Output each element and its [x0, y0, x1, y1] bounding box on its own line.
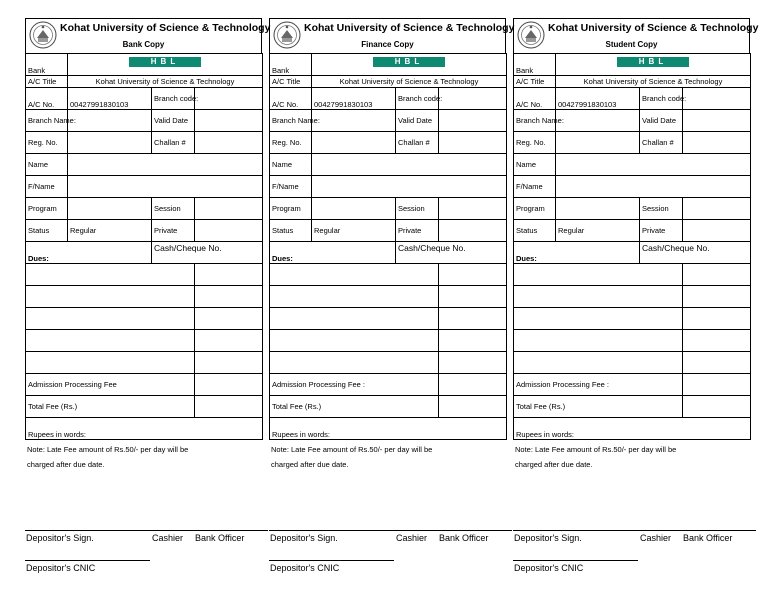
signature-line [513, 530, 756, 531]
ac-no-value: 00427991830103 [312, 88, 396, 110]
session-label: Session [640, 198, 683, 220]
reg-no-row [514, 132, 751, 154]
program-row [514, 198, 751, 220]
dues-item-field[interactable] [514, 286, 683, 308]
dues-row [270, 242, 507, 264]
branch-name-field[interactable] [312, 110, 396, 132]
session-label: Session [152, 198, 195, 220]
note-line-1: Note: Late Fee amount of Rs.50/- per day will be [271, 445, 433, 454]
dues-amount-field[interactable] [683, 330, 751, 352]
depositor-cnic-label: Depositor's CNIC [514, 563, 584, 573]
total-fee-label: Total Fee (Rs.) [514, 396, 683, 418]
dues-item-row [26, 308, 263, 330]
ac-no-row [26, 88, 263, 110]
challan-field[interactable] [683, 132, 751, 154]
finance-copy [269, 18, 515, 590]
ac-title-row [26, 76, 263, 88]
dues-item-row [270, 352, 507, 374]
cnic-line [513, 560, 638, 561]
university-name: Kohat University of Science & Technology [548, 22, 759, 34]
depositor-cnic-label: Depositor's CNIC [26, 563, 96, 573]
ac-no-row [514, 88, 751, 110]
note-line-1: Note: Late Fee amount of Rs.50/- per day will be [515, 445, 677, 454]
cashier-label: Cashier [640, 533, 672, 543]
branch-name-field[interactable] [68, 110, 152, 132]
reg-no-label: Reg. No. [270, 132, 312, 154]
admission-fee-row [270, 374, 507, 396]
bank-label: Bank [270, 54, 312, 76]
reg-no-field[interactable] [556, 132, 640, 154]
program-row [270, 198, 507, 220]
copy-title: Bank Copy [122, 40, 165, 49]
name-row [514, 154, 751, 176]
name-label: Name [270, 154, 312, 176]
fname-label: F/Name [270, 176, 312, 198]
dues-item-field[interactable] [270, 308, 439, 330]
branch-code-field[interactable] [683, 88, 751, 110]
dues-item-row [26, 330, 263, 352]
ac-title-label: A/C Title [26, 76, 68, 88]
reg-no-row [270, 132, 507, 154]
program-label: Program [26, 198, 68, 220]
branch-name-field[interactable] [556, 110, 640, 132]
cashier-label: Cashier [396, 533, 428, 543]
valid-date-label: Valid Date [640, 110, 683, 132]
status-label: Status [26, 220, 68, 242]
copy-header [25, 18, 271, 53]
dues-item-row [514, 264, 751, 286]
signature-line [269, 530, 512, 531]
branch-name-label: Branch Name: [26, 110, 68, 132]
bank-label: Bank [514, 54, 556, 76]
status-label: Status [270, 220, 312, 242]
branch-name-label: Branch Name: [270, 110, 312, 132]
session-field[interactable] [439, 198, 507, 220]
bank-row [26, 54, 263, 76]
challan-label: Challan # [640, 132, 683, 154]
total-fee-amount[interactable] [439, 396, 507, 418]
hbl-logo: HBL [373, 57, 445, 67]
session-field[interactable] [195, 198, 263, 220]
branch-code-label: Branch code: [396, 88, 439, 110]
bank-officer-label: Bank Officer [683, 533, 733, 543]
fname-row [26, 176, 263, 198]
total-fee-row [26, 396, 263, 418]
admission-fee-amount[interactable] [195, 374, 263, 396]
fname-label: F/Name [514, 176, 556, 198]
fname-row [270, 176, 507, 198]
program-label: Program [270, 198, 312, 220]
ac-no-value: 00427991830103 [556, 88, 640, 110]
cash-cheque-label: Cash/Cheque No. [640, 242, 751, 264]
ac-title-value: Kohat University of Science & Technology [556, 76, 751, 88]
ac-title-value: Kohat University of Science & Technology [68, 76, 263, 88]
university-name: Kohat University of Science & Technology [304, 22, 515, 34]
branch-name-row [270, 110, 507, 132]
name-label: Name [514, 154, 556, 176]
name-field[interactable] [68, 154, 263, 176]
rupees-words-label: Rupees in words: [26, 418, 263, 440]
branch-name-row [514, 110, 751, 132]
dues-item-row [514, 352, 751, 374]
copy-title: Student Copy [605, 40, 658, 49]
fname-row [514, 176, 751, 198]
late-fee-note [269, 442, 506, 472]
branch-code-field[interactable] [195, 88, 263, 110]
valid-date-field[interactable] [439, 110, 507, 132]
reg-no-row [26, 132, 263, 154]
dues-label: Dues: [514, 242, 640, 264]
dues-item-field[interactable] [270, 352, 439, 374]
dues-item-field[interactable] [26, 308, 195, 330]
dues-item-row [26, 264, 263, 286]
dues-item-row [270, 286, 507, 308]
total-fee-amount[interactable] [195, 396, 263, 418]
dues-amount-field[interactable] [439, 308, 507, 330]
dues-amount-field[interactable] [195, 286, 263, 308]
dues-item-field[interactable] [26, 352, 195, 374]
late-fee-note [513, 442, 750, 472]
admission-fee-label: Admission Processing Fee : [514, 374, 683, 396]
dues-item-field[interactable] [514, 352, 683, 374]
copy-header [513, 18, 759, 53]
dues-item-row [26, 286, 263, 308]
hbl-logo: HBL [617, 57, 689, 67]
university-name: Kohat University of Science & Technology [60, 22, 271, 34]
total-fee-label: Total Fee (Rs.) [270, 396, 439, 418]
dues-amount-field[interactable] [195, 352, 263, 374]
program-field[interactable] [556, 198, 640, 220]
note-line-1: Note: Late Fee amount of Rs.50/- per day will be [27, 445, 189, 454]
dues-item-row [514, 286, 751, 308]
depositor-sign-label: Depositor's Sign. [26, 533, 94, 543]
branch-code-field[interactable] [439, 88, 507, 110]
dues-row [26, 242, 263, 264]
name-field[interactable] [556, 154, 751, 176]
admission-fee-label: Admission Processing Fee : [270, 374, 439, 396]
branch-name-label: Branch Name: [514, 110, 556, 132]
status-row [270, 220, 507, 242]
depositor-sign-label: Depositor's Sign. [514, 533, 582, 543]
session-field[interactable] [683, 198, 751, 220]
admission-fee-row [26, 374, 263, 396]
program-label: Program [514, 198, 556, 220]
rupees-words-label: Rupees in words: [270, 418, 507, 440]
bank-officer-label: Bank Officer [195, 533, 245, 543]
ac-title-row [270, 76, 507, 88]
signature-line [25, 530, 268, 531]
challan-label: Challan # [152, 132, 195, 154]
branch-code-label: Branch code: [152, 88, 195, 110]
admission-fee-amount[interactable] [439, 374, 507, 396]
reg-no-field[interactable] [312, 132, 396, 154]
cashier-label: Cashier [152, 533, 184, 543]
total-fee-row [270, 396, 507, 418]
dues-amount-field[interactable] [683, 308, 751, 330]
dues-item-row [270, 330, 507, 352]
dues-item-row [270, 308, 507, 330]
ac-no-label: A/C No. [26, 88, 68, 110]
dues-row [514, 242, 751, 264]
total-fee-amount[interactable] [683, 396, 751, 418]
status-private[interactable]: Private [640, 220, 683, 242]
copy-title: Finance Copy [361, 40, 414, 49]
valid-date-field[interactable] [683, 110, 751, 132]
dues-item-row [514, 330, 751, 352]
ac-no-label: A/C No. [514, 88, 556, 110]
valid-date-label: Valid Date [152, 110, 195, 132]
ac-no-value: 00427991830103 [68, 88, 152, 110]
dues-item-field[interactable] [270, 264, 439, 286]
bank-label: Bank [26, 54, 68, 76]
status-regular[interactable]: Regular [556, 220, 640, 242]
program-field[interactable] [312, 198, 396, 220]
status-regular[interactable]: Regular [68, 220, 152, 242]
note-line-2: charged after due date. [271, 460, 349, 469]
dues-amount-field[interactable] [683, 264, 751, 286]
status-field[interactable] [195, 220, 263, 242]
dues-item-row [270, 264, 507, 286]
depositor-sign-label: Depositor's Sign. [270, 533, 338, 543]
name-field[interactable] [312, 154, 507, 176]
dues-item-field[interactable] [270, 330, 439, 352]
valid-date-field[interactable] [195, 110, 263, 132]
dues-item-field[interactable] [514, 330, 683, 352]
rupees-words-row [514, 418, 751, 440]
session-label: Session [396, 198, 439, 220]
dues-label: Dues: [26, 242, 152, 264]
bank-logo-cell [68, 54, 263, 76]
total-fee-label: Total Fee (Rs.) [26, 396, 195, 418]
rupees-words-row [26, 418, 263, 440]
dues-amount-field[interactable] [439, 286, 507, 308]
cnic-line [269, 560, 394, 561]
dues-label: Dues: [270, 242, 396, 264]
ac-no-row [270, 88, 507, 110]
dues-item-field[interactable] [26, 264, 195, 286]
bank-row [270, 54, 507, 76]
dues-item-row [26, 352, 263, 374]
fname-field[interactable] [556, 176, 751, 198]
dues-item-field[interactable] [514, 264, 683, 286]
dues-item-field[interactable] [26, 330, 195, 352]
challan-field[interactable] [195, 132, 263, 154]
reg-no-label: Reg. No. [514, 132, 556, 154]
dues-amount-field[interactable] [683, 286, 751, 308]
admission-fee-label: Admission Processing Fee [26, 374, 195, 396]
program-row [26, 198, 263, 220]
challan-label: Challan # [396, 132, 439, 154]
fname-field[interactable] [312, 176, 507, 198]
fname-field[interactable] [68, 176, 263, 198]
branch-name-row [26, 110, 263, 132]
dues-item-field[interactable] [270, 286, 439, 308]
ac-title-label: A/C Title [514, 76, 556, 88]
admission-fee-row [514, 374, 751, 396]
status-private[interactable]: Private [396, 220, 439, 242]
status-row [26, 220, 263, 242]
bank-officer-label: Bank Officer [439, 533, 489, 543]
ac-title-row [514, 76, 751, 88]
ac-title-value: Kohat University of Science & Technology [312, 76, 507, 88]
branch-code-label: Branch code: [640, 88, 683, 110]
ac-no-label: A/C No. [270, 88, 312, 110]
reg-no-field[interactable] [68, 132, 152, 154]
dues-amount-field[interactable] [195, 330, 263, 352]
dues-item-field[interactable] [514, 308, 683, 330]
status-regular[interactable]: Regular [312, 220, 396, 242]
bank-row [514, 54, 751, 76]
copy-header [269, 18, 515, 53]
late-fee-note [25, 442, 262, 472]
student-copy [513, 18, 759, 590]
name-row [26, 154, 263, 176]
name-label: Name [26, 154, 68, 176]
status-field[interactable] [683, 220, 751, 242]
bank-logo-cell [312, 54, 507, 76]
status-label: Status [514, 220, 556, 242]
bank-logo-cell [556, 54, 751, 76]
rupees-words-row [270, 418, 507, 440]
cash-cheque-label: Cash/Cheque No. [396, 242, 507, 264]
dues-amount-field[interactable] [195, 264, 263, 286]
dues-amount-field[interactable] [439, 264, 507, 286]
dues-item-row [514, 308, 751, 330]
reg-no-label: Reg. No. [26, 132, 68, 154]
admission-fee-amount[interactable] [683, 374, 751, 396]
note-line-2: charged after due date. [515, 460, 593, 469]
rupees-words-label: Rupees in words: [514, 418, 751, 440]
challan-form [25, 53, 263, 440]
depositor-cnic-label: Depositor's CNIC [270, 563, 340, 573]
valid-date-label: Valid Date [396, 110, 439, 132]
ac-title-label: A/C Title [270, 76, 312, 88]
challan-field[interactable] [439, 132, 507, 154]
status-row [514, 220, 751, 242]
program-field[interactable] [68, 198, 152, 220]
status-private[interactable]: Private [152, 220, 195, 242]
dues-item-field[interactable] [26, 286, 195, 308]
name-row [270, 154, 507, 176]
hbl-logo: HBL [129, 57, 201, 67]
bank-copy [25, 18, 271, 590]
note-line-2: charged after due date. [27, 460, 105, 469]
challan-form [513, 53, 751, 440]
dues-amount-field[interactable] [195, 308, 263, 330]
fname-label: F/Name [26, 176, 68, 198]
dues-amount-field[interactable] [439, 330, 507, 352]
cnic-line [25, 560, 150, 561]
total-fee-row [514, 396, 751, 418]
status-field[interactable] [439, 220, 507, 242]
cash-cheque-label: Cash/Cheque No. [152, 242, 263, 264]
dues-amount-field[interactable] [439, 352, 507, 374]
challan-form [269, 53, 507, 440]
dues-amount-field[interactable] [683, 352, 751, 374]
